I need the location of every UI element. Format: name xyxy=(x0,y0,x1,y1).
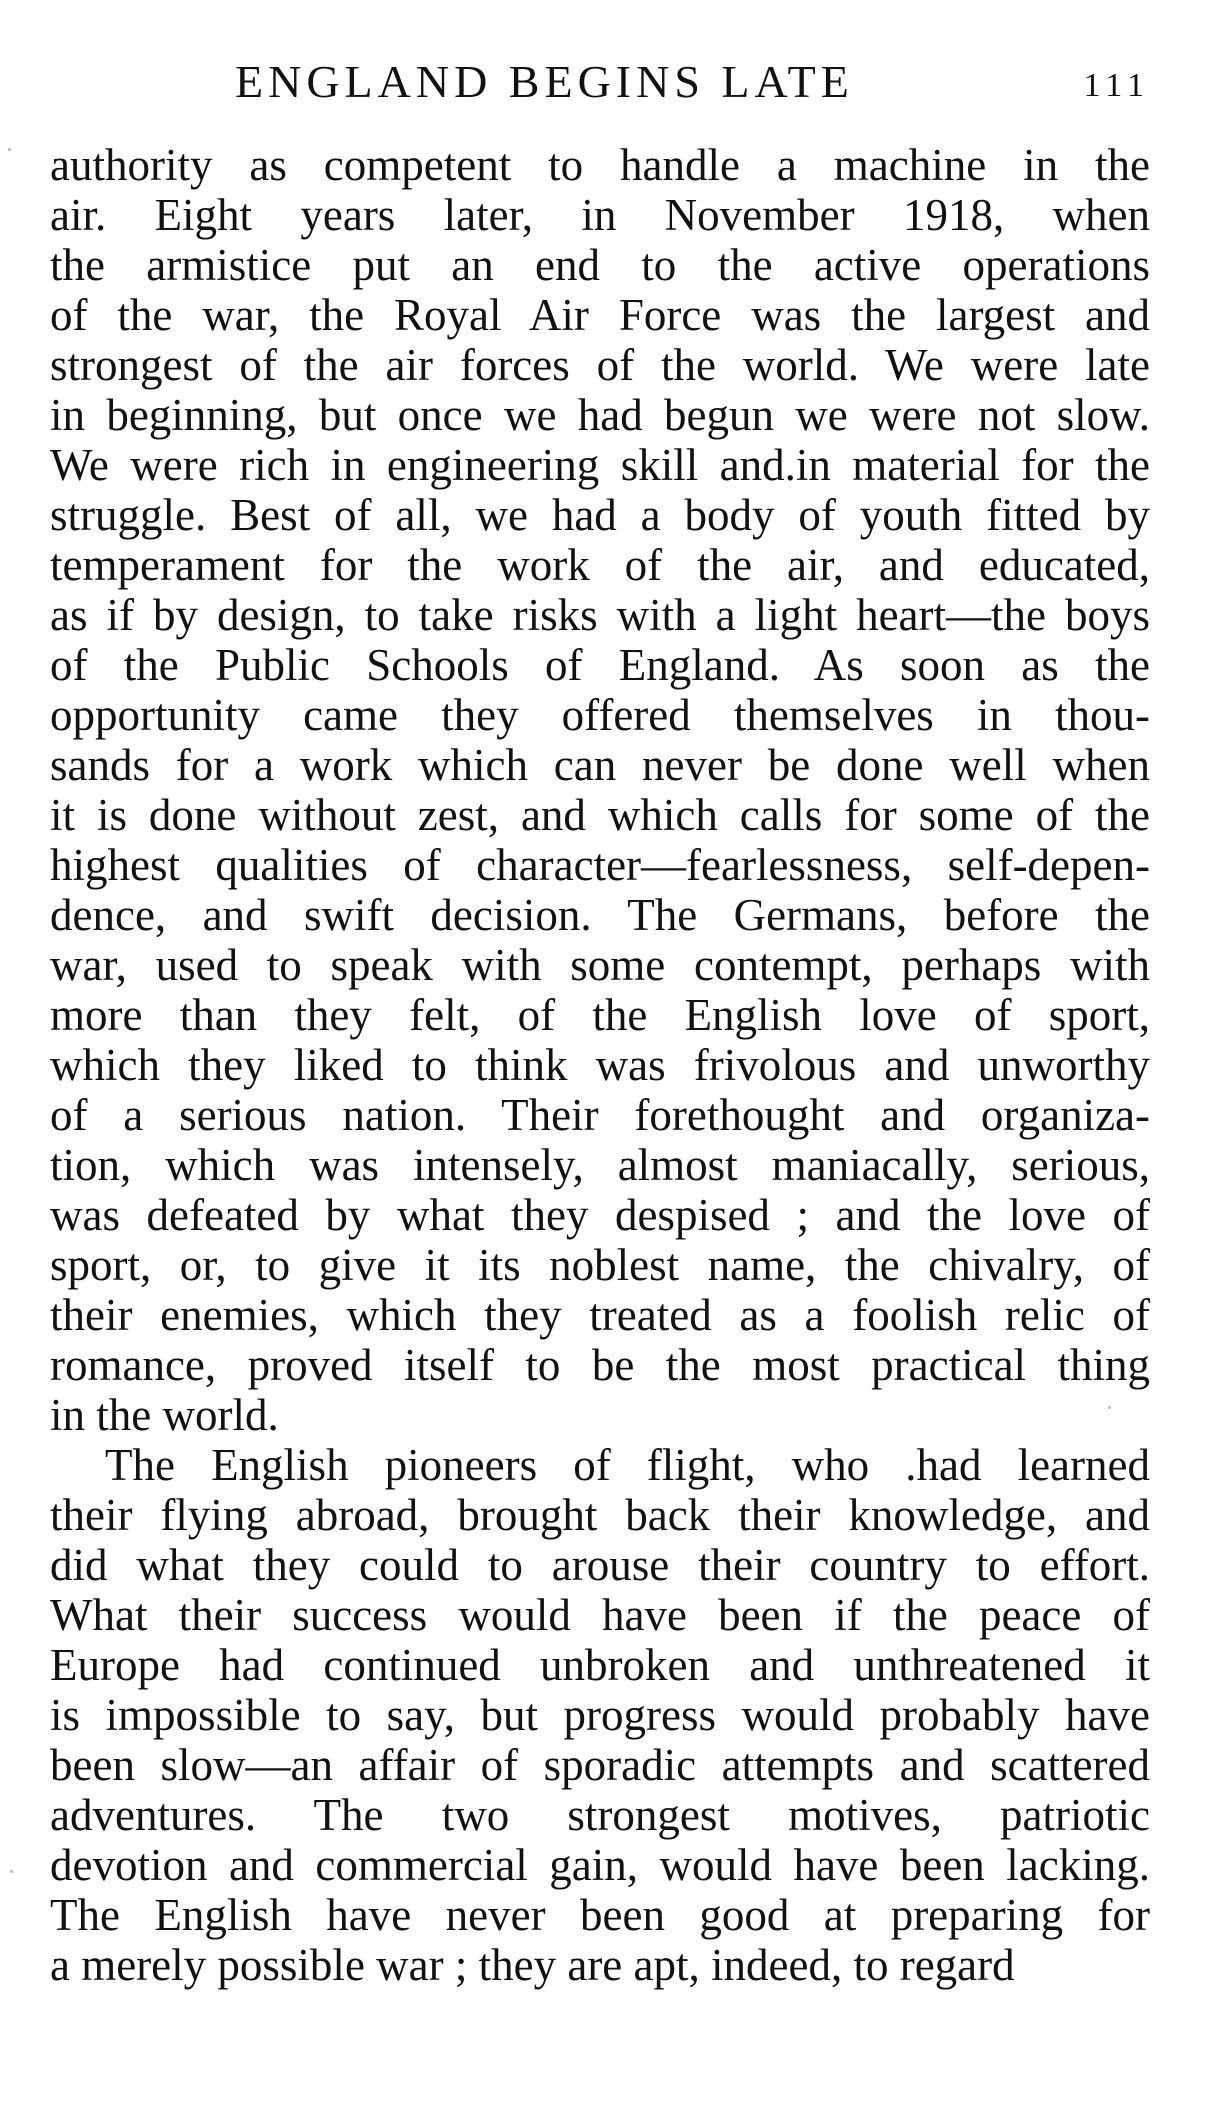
text-line: adventures. The two strongest motives, patriotic xyxy=(50,1790,1150,1840)
text-line: opportunity came they offered themselves in thou- xyxy=(50,690,1150,740)
text-line: was defeated by what they despised ; and the love of xyxy=(50,1190,1150,1240)
text-line: romance, proved itself to be the most practical thing xyxy=(50,1340,1150,1390)
text-line: their flying abroad, brought back their knowledge, and xyxy=(50,1490,1150,1540)
text-line: highest qualities of character—fearlessness, self-depen- xyxy=(50,840,1150,890)
text-line: the armistice put an end to the active operations xyxy=(50,240,1150,290)
text-line: is impossible to say, but progress would probably have xyxy=(50,1690,1150,1740)
body-text xyxy=(50,140,1150,1990)
text-line: a merely possible war ; they are apt, indeed, to regard xyxy=(50,1940,1015,1990)
scan-speck xyxy=(8,148,11,151)
running-head xyxy=(50,52,1150,112)
text-line: We were rich in engineering skill and.in material for the xyxy=(50,440,1150,490)
text-line: of the Public Schools of England. As soon as the xyxy=(50,640,1150,690)
text-line: war, used to speak with some contempt, perhaps with xyxy=(50,940,1150,990)
text-line: in beginning, but once we had begun we were not slow. xyxy=(50,390,1150,440)
text-line: it is done without zest, and which calls for some of the xyxy=(50,790,1150,840)
text-line: struggle. Best of all, we had a body of youth fitted by xyxy=(50,490,1150,540)
running-title: ENGLAND BEGINS LATE xyxy=(235,56,854,107)
paragraph xyxy=(50,140,1150,1440)
page-number: 111 xyxy=(1083,67,1150,104)
text-line: sands for a work which can never be done well when xyxy=(50,740,1150,790)
text-line: authority as competent to handle a machine in the xyxy=(50,140,1150,190)
text-line: dence, and swift decision. The Germans, before the xyxy=(50,890,1150,940)
text-line: which they liked to think was frivolous and unworthy xyxy=(50,1040,1150,1090)
text-line: their enemies, which they treated as a foolish relic of xyxy=(50,1290,1150,1340)
text-line: more than they felt, of the English love of sport, xyxy=(50,990,1150,1040)
text-line: in the world. xyxy=(50,1390,279,1440)
text-line: The English pioneers of flight, who .had learned xyxy=(105,1440,1150,1490)
text-line: air. Eight years later, in November 1918, when xyxy=(50,190,1150,240)
scan-speck xyxy=(1108,1406,1111,1409)
text-line: strongest of the air forces of the world. We were late xyxy=(50,340,1150,390)
text-line: Europe had continued unbroken and unthreatened it xyxy=(50,1640,1150,1690)
text-line: of a serious nation. Their forethought and organiza- xyxy=(50,1090,1150,1140)
text-line: as if by design, to take risks with a light heart—the boys xyxy=(50,590,1150,640)
text-line: The English have never been good at preparing for xyxy=(50,1890,1150,1940)
text-line: temperament for the work of the air, and educated, xyxy=(50,540,1150,590)
text-line: What their success would have been if the peace of xyxy=(50,1590,1150,1640)
text-line: devotion and commercial gain, would have been lacking. xyxy=(50,1840,1150,1890)
text-line: sport, or, to give it its noblest name, the chivalry, of xyxy=(50,1240,1150,1290)
scan-speck xyxy=(10,1870,13,1873)
text-line: been slow—an affair of sporadic attempts and scattered xyxy=(50,1740,1150,1790)
text-line: did what they could to arouse their country to effort. xyxy=(50,1540,1150,1590)
paragraph xyxy=(50,1440,1150,1990)
text-line: tion, which was intensely, almost maniacally, serious, xyxy=(50,1140,1150,1190)
text-line: of the war, the Royal Air Force was the largest and xyxy=(50,290,1150,340)
